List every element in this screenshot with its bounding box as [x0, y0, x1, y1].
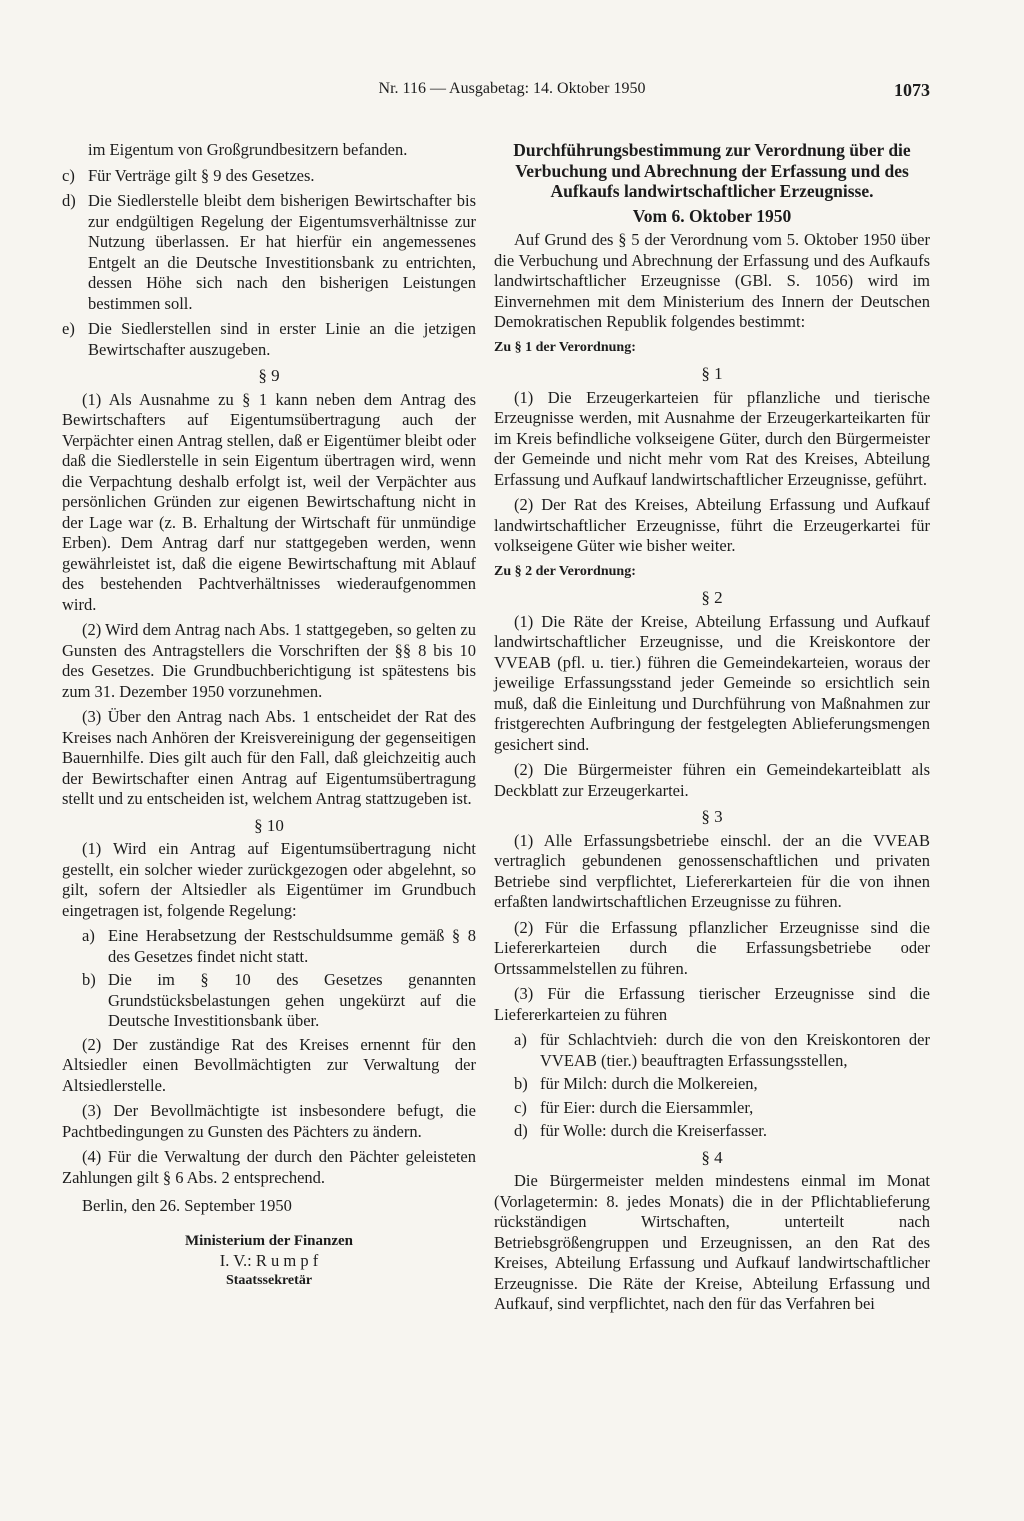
item-text: Die im § 10 des Gesetzes genannten Grundstücksbelastungen gehen ungekürzt auf die Deutsche Investitionsbank über.: [108, 970, 476, 1030]
item-text: Die Siedlerstelle bleibt dem bisherigen Bewirtschafter bis zur endgültigen Regelung der Eigentumsverhältnisse zur Nutzung überlassen. Er hat hierfür ein angemessenes Entgelt an die Deutsche Investitionsbank zu entrichten, dessen Höhe sich nach den bisherigen Leistungen bestimmen soll.: [88, 191, 476, 313]
list-item: [62, 191, 476, 314]
paragraph: (1) Die Erzeugerkarteien für pflanzliche und tierische Erzeugnisse werden, mit Ausnahme der Erzeugerkarteikarten für im Kreis befindliche volkseigene Güter, durch den Bürgermeister der Gemeinde und nicht mehr vom Rat des Kreises, Abteilung Erfassung und Aufkauf landwirtschaftlicher Erzeugnisse, geführt.: [494, 387, 930, 489]
left-column: [62, 140, 476, 1291]
document-date: Vom 6. Oktober 1950: [632, 205, 792, 226]
item-marker: b): [514, 1074, 528, 1093]
signature-name: I. V.: R u m p f: [219, 1250, 319, 1270]
section-heading-2: § 2: [701, 588, 723, 607]
paragraph: (2) Der Rat des Kreises, Abteilung Erfassung und Aufkauf landwirtschaftlicher Erzeugnisse, führt die Erzeugerkartei für volkseigene Güter wie bisher weiter.: [494, 495, 930, 555]
document-title: Durchführungsbestimmung zur Verordnung über die Verbuchung und Abrechnung der Erfassung und des Aufkaufs landwirtschaftlicher Erzeugnisse.: [513, 140, 911, 201]
item-text: Für Verträge gilt § 9 des Gesetzes.: [88, 165, 315, 185]
list-item: [62, 166, 476, 187]
paragraph: Die Bürgermeister melden mindestens einmal im Monat (Vorlagetermin: 8. jedes Monats) die in der Pflichtablieferung rückständigen Wirtschaften, unterteilt nach Betriebsgrößengruppen und Erzeugnissen, an den Rat des Kreises, Abteilung Erfassung und Aufkauf landwirtschaftlicher Erzeugnisse. Die Räte der Kreise, Abteilung Erfassung und Aufkauf, sind verpflichtet, nach den für das Verfahren bei: [494, 1171, 930, 1313]
item-marker: c): [62, 165, 75, 185]
paragraph: (2) Der zuständige Rat des Kreises ernennt für den Altsiedler einen Bevollmächtigten zur Verwaltung der Altsiedlerstelle.: [62, 1034, 476, 1095]
signature-block: [62, 1231, 476, 1291]
paragraph: (3) Der Bevollmächtigte ist insbesondere befugt, die Pachtbedingungen zu Gunsten des Pächters zu ändern.: [62, 1101, 476, 1141]
paragraph: (2) Die Bürgermeister führen ein Gemeindekarteiblatt als Deckblatt zur Erzeugerkartei.: [494, 760, 930, 800]
item-marker: a): [82, 926, 95, 945]
signature-rank: Staatssekretär: [225, 1272, 313, 1288]
list-item: [62, 319, 476, 360]
right-column: [494, 140, 930, 1320]
list-item: [62, 926, 476, 967]
list-item: [494, 1074, 930, 1095]
item-marker: d): [514, 1121, 528, 1140]
paragraph: (1) Wird ein Antrag auf Eigentumsübertragung nicht gestellt, ein solcher wieder zurückgezogen oder abgelehnt, so gilt, sofern der Altsiedler als Eigentümer im Grundbuch eingetragen ist, folgende Regelung:: [62, 839, 476, 920]
list-item: [494, 1098, 930, 1119]
item-text: für Schlachtvieh: durch die von den Kreiskontoren der VVEAB (tier.) beauftragten Erfassungsstellen,: [540, 1030, 930, 1070]
paragraph: (1) Als Ausnahme zu § 1 kann neben dem Antrag des Bewirtschafters auf Eigentumsübertragung auch der Verpächter einen Antrag stellen, daß er Eigentümer bleibt oder daß die Siedlerstelle in sein Eigentum übertragen wird, wenn die Verpachtung deshalb erfolgt ist, weil der Verpächter aus persönlichen Gründen zur eigenen Bewirtschaftung nicht in der Lage war (z. B. Erhaltung der Wirtschaft für unmündige Erben). Dem Antrag darf nur stattgegeben werden, wenn gewährleistet ist, daß die eigene Bewirtschaftung mit Ablauf des bestehenden Pachtverhältnisses wiederaufgenommen wird.: [62, 389, 476, 614]
item-marker: b): [82, 970, 96, 989]
zu-paragraph-2: Zu § 2 der Verordnung:: [494, 563, 636, 579]
paragraph: (2) Wird dem Antrag nach Abs. 1 stattgegeben, so gelten zu Gunsten des Antragstellers die Vorschriften der §§ 8 bis 10 des Gesetzes. Die Grundbuchberichtigung ist spätestens bis zum 31. Dezember 1950 vorzunehmen.: [62, 620, 476, 701]
item-text: Die Siedlerstellen sind in erster Linie an die jetzigen Bewirtschafter auszugeben.: [88, 319, 476, 359]
item-text: für Wolle: durch die Kreiserfasser.: [540, 1121, 767, 1140]
paragraph: (4) Für die Verwaltung der durch den Pächter geleisteten Zahlungen gilt § 6 Abs. 2 entsprechend.: [62, 1147, 476, 1187]
item-marker: c): [514, 1097, 527, 1117]
list-item: [494, 1121, 930, 1142]
section-heading-10: § 10: [254, 815, 284, 835]
section-heading-3: § 3: [701, 807, 723, 826]
section-heading-4: § 4: [701, 1147, 723, 1167]
list-item: [494, 1030, 930, 1071]
continued-text: im Eigentum von Großgrundbesitzern befanden.: [88, 140, 408, 159]
item-marker: d): [62, 191, 76, 210]
paragraph: (3) Über den Antrag nach Abs. 1 entscheidet der Rat des Kreises nach Anhören der Kreisvereinigung der gegenseitigen Bauernhilfe. Dies gilt auch für den Fall, daß gleichzeitig auch der Bewirtschafter einen Antrag auf Eigentumsübertragung stellt und zu entscheiden ist, welchem Antrag stattzugeben ist.: [62, 707, 476, 808]
section-heading-9: § 9: [258, 366, 280, 385]
zu-paragraph-1: Zu § 1 der Verordnung:: [494, 339, 636, 355]
issue-line: Nr. 116 — Ausgabetag: 14. Oktober 1950: [378, 80, 646, 97]
place-date: Berlin, den 26. September 1950: [82, 1196, 292, 1215]
list-item: [62, 970, 476, 1032]
signature-ministry: Ministerium der Finanzen: [184, 1232, 354, 1249]
preamble: Auf Grund des § 5 der Verordnung vom 5. Oktober 1950 über die Verbuchung und Abrechnung der Erfassung und des Aufkaufs landwirtschaftlicher Erzeugnisse (GBl. S. 1056) wird im Einvernehmen mit dem Ministerium des Innern der Deutschen Demokratischen Republik folgendes bestimmt:: [494, 230, 930, 331]
paragraph: (1) Die Räte der Kreise, Abteilung Erfassung und Aufkauf landwirtschaftlicher Erzeugnisse, und die Kreiskontore der VVEAB (pfl. u. tier.) führen die Gemeindekarteien, woraus der jeweilige Erfassungsstand jeder Gemeinde so ersichtlich sein muß, daß die Einleitung und Durchführung von Maßnahmen zur fristgerechten Aufbringung der festgelegten Ablieferungsmengen gesichert sind.: [494, 611, 930, 754]
page-number: 1073: [894, 80, 930, 100]
section-heading-1: § 1: [701, 364, 723, 383]
item-text: Eine Herabsetzung der Restschuldsumme gemäß § 8 des Gesetzes findet nicht statt.: [108, 926, 476, 966]
item-marker: a): [514, 1030, 527, 1049]
page-header: [0, 80, 1024, 104]
item-marker: e): [62, 319, 75, 338]
item-text: für Milch: durch die Molkereien,: [540, 1074, 758, 1093]
item-text: für Eier: durch die Eiersammler,: [540, 1097, 754, 1117]
paragraph: (3) Für die Erfassung tierischer Erzeugnisse sind die Liefererkarteien zu führen: [494, 984, 930, 1024]
paragraph: (1) Alle Erfassungsbetriebe einschl. der an die VVEAB vertraglich gebundenen genossenschaftlichen und privaten Betriebe sind verpflichtet, Liefererkarteien für die von ihnen erfaßten landwirtschaftlichen Erzeugnisse zu führen.: [494, 830, 930, 911]
paragraph: (2) Für die Erfassung pflanzlicher Erzeugnisse sind die Liefererkarteien durch die Erfassungsbetriebe oder Ortssammelstellen zu führen.: [494, 917, 930, 978]
